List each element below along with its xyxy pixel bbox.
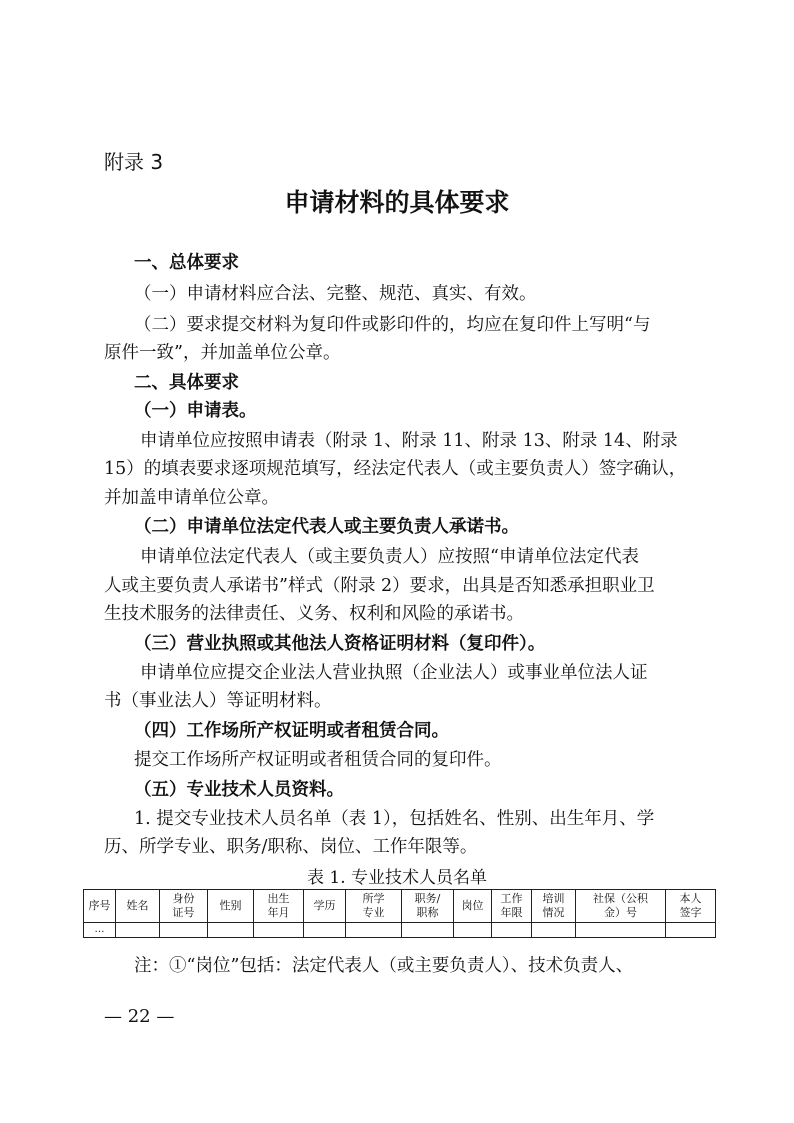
table-row [84, 923, 716, 938]
table-cell [254, 923, 304, 938]
header-cell: 序号 [84, 890, 116, 923]
table-cell-ellipsis: … [84, 923, 116, 938]
section-2-line-3: 生技术服务的法律责任、义务、权利和风险的承诺书。 [104, 604, 524, 624]
table-cell [346, 923, 402, 938]
general-requirements-heading: 一、总体要求 [134, 253, 239, 273]
header-cell: 社保（公积 金）号 [576, 890, 666, 923]
section-1-line-1: 申请单位应按照申请表（附录 1、附录 11、附录 13、附录 14、附录 [140, 431, 678, 451]
section-1-line-3: 并加盖申请单位公章。 [104, 488, 279, 508]
section-2-line-2: 人或主要负责人承诺书”样式（附录 2）要求，出具是否知悉承担职业卫 [104, 576, 655, 596]
table-cell [304, 923, 346, 938]
section-2-line-1: 申请单位法定代表人（或主要负责人）应按照“申请单位法定代表 [140, 547, 639, 567]
table-caption: 表 1. 专业技术人员名单 [306, 868, 488, 888]
general-item-1: （一）申请材料应合法、完整、规范、真实、有效。 [134, 284, 537, 304]
header-cell: 学历 [304, 890, 346, 923]
section-5-heading: （五）专业技术人员资料。 [134, 780, 344, 800]
appendix-label: 附录 3 [104, 150, 164, 174]
header-cell: 身份 证号 [160, 890, 208, 923]
table-cell [576, 923, 666, 938]
specific-requirements-heading: 二、具体要求 [134, 373, 239, 393]
header-cell: 岗位 [454, 890, 492, 923]
section-4-line-1: 提交工作场所产权证明或者租赁合同的复印件。 [134, 750, 502, 770]
header-cell: 所学 专业 [346, 890, 402, 923]
table-cell [454, 923, 492, 938]
table-cell [666, 923, 716, 938]
table-cell [532, 923, 576, 938]
table-cell [208, 923, 254, 938]
table-cell [492, 923, 532, 938]
section-2-heading: （二）申请单位法定代表人或主要负责人承诺书。 [134, 517, 519, 537]
section-3-heading: （三）营业执照或其他法人资格证明材料（复印件）。 [134, 634, 546, 654]
section-4-heading: （四）工作场所产权证明或者租赁合同。 [134, 721, 449, 741]
header-cell: 本人 签字 [666, 890, 716, 923]
document-title: 申请材料的具体要求 [284, 188, 510, 217]
header-cell: 培训 情况 [532, 890, 576, 923]
section-3-line-1: 申请单位应提交企业法人营业执照（企业法人）或事业单位法人证 [140, 663, 648, 683]
header-cell: 姓名 [116, 890, 160, 923]
general-item-2-line-1: （二）要求提交材料为复印件或影印件的，均应在复印件上写明“与 [134, 315, 651, 335]
section-1-heading: （一）申请表。 [134, 401, 257, 421]
table-note: 注：①“岗位”包括：法定代表人（或主要负责人）、技术负责人、 [134, 956, 634, 976]
table-header-row [84, 890, 716, 923]
section-5-line-2: 历、所学专业、职务/职称、岗位、工作年限等。 [104, 837, 478, 857]
header-cell: 性别 [208, 890, 254, 923]
section-5-line-1: 1. 提交专业技术人员名单（表 1），包括姓名、性别、出生年月、学 [134, 809, 655, 829]
header-cell: 工作 年限 [492, 890, 532, 923]
header-cell: 出生 年月 [254, 890, 304, 923]
staff-list-table [83, 889, 716, 938]
table-cell [402, 923, 454, 938]
general-item-2-line-2: 原件一致”，并加盖单位公章。 [104, 343, 341, 363]
section-3-line-2: 书（事业法人）等证明材料。 [104, 691, 332, 711]
page-number: — 22 — [104, 1006, 175, 1027]
table-cell [160, 923, 208, 938]
table-cell [116, 923, 160, 938]
header-cell: 职务/ 职称 [402, 890, 454, 923]
section-1-line-2: 15）的填表要求逐项规范填写，经法定代表人（或主要负责人）签字确认， [104, 459, 687, 479]
